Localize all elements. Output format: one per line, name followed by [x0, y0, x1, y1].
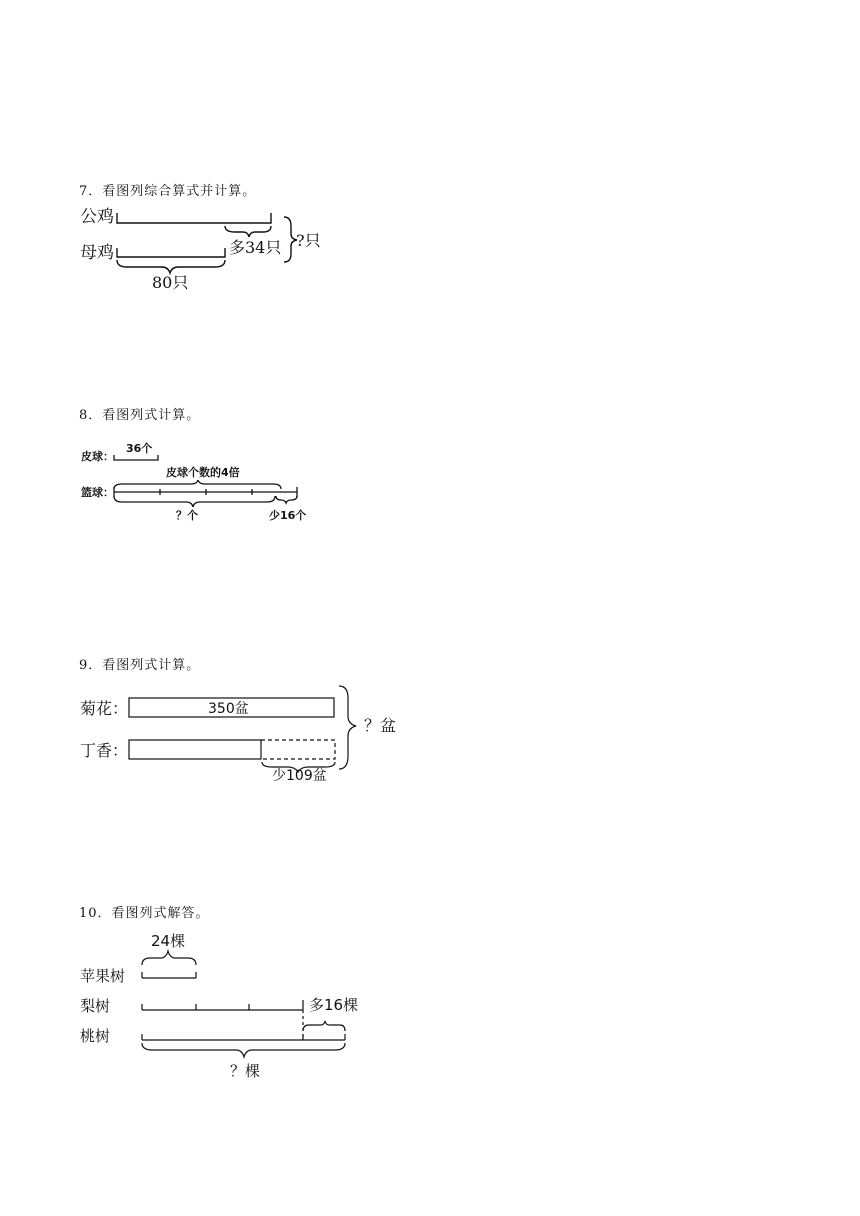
q8-total-brace: [114, 496, 275, 507]
q7-more-label: 多34只: [229, 238, 282, 257]
q9-total-brace: [339, 686, 356, 769]
q9-chrysanthemum-count: 350盆: [208, 701, 249, 717]
q8-label-basketball: 篮球：: [81, 486, 114, 499]
q10-more-label: 多16棵: [309, 996, 359, 1014]
q9-label-chrysanthemum: 菊花：: [80, 699, 129, 718]
q8-less-label: 少16个: [269, 509, 307, 522]
question-10-title: 10．看图列式解答。: [79, 906, 210, 921]
question-7-title: 7．看图列综合算式并计算。: [79, 184, 257, 199]
q9-lilac-dashed-extension: [261, 740, 335, 759]
q7-total-label: ?只: [296, 231, 321, 250]
q7-label-rooster: 公鸡: [80, 207, 114, 227]
q9-total-label: ？盆: [364, 716, 397, 735]
q7-hen-count: 80只: [152, 273, 189, 292]
q8-times-note: 皮球个数的4倍: [166, 466, 240, 479]
q8-times-brace: [114, 480, 281, 489]
q10-question: ？棵: [230, 1062, 261, 1080]
q8-question: ？个: [176, 509, 198, 522]
q8-ball-count: 36个: [126, 442, 153, 455]
q10-label-peach: 桃树: [80, 1027, 111, 1045]
q8-less-brace: [276, 496, 297, 503]
q8-ball-bar: [114, 455, 158, 460]
question-8-title: 8．看图列式计算。: [79, 408, 201, 423]
question-9-title: 9．看图列式计算。: [79, 658, 201, 673]
q10-more-brace: [303, 1021, 345, 1031]
q9-label-lilac: 丁香：: [80, 741, 129, 760]
q10-apple-count: 24棵: [151, 932, 186, 950]
q7-hen-bar: [117, 248, 225, 257]
q9-diagram: [129, 686, 356, 772]
q10-label-pear: 梨树: [80, 997, 111, 1015]
q7-hen-brace: [117, 260, 225, 273]
q8-diagram: [114, 455, 297, 507]
q10-label-apple: 苹果树: [80, 967, 126, 985]
q10-apple-brace: [142, 951, 196, 965]
q9-less-label: 少109盆: [272, 768, 327, 784]
q8-label-ball: 皮球：: [81, 450, 114, 463]
q7-rooster-bar: [117, 213, 271, 223]
q9-lilac-bar: [129, 740, 261, 759]
q7-more-brace: [225, 226, 271, 237]
q7-label-hen: 母鸡: [80, 243, 114, 263]
q10-total-brace: [142, 1043, 345, 1057]
